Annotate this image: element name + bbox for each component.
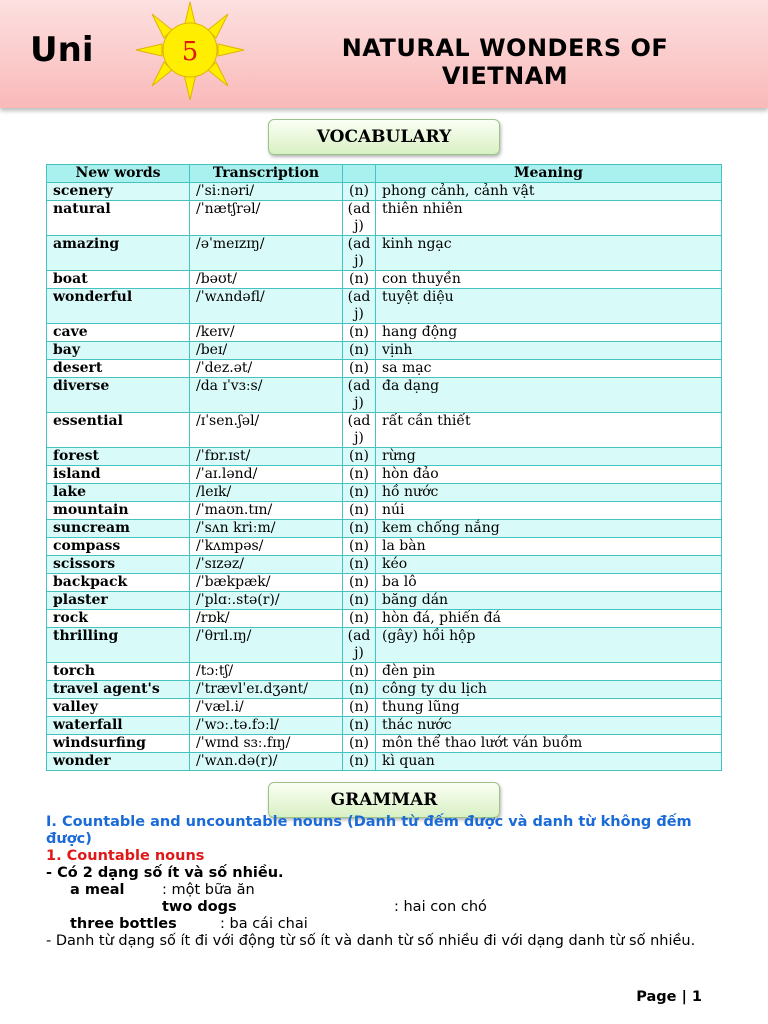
word-cell: natural	[47, 201, 190, 236]
word-cell: bay	[47, 342, 190, 360]
table-row	[47, 753, 722, 771]
transcription-cell: /ˈkʌmpəs/	[190, 538, 343, 556]
part-of-speech-cell: (adj)	[343, 413, 376, 448]
table-row	[47, 681, 722, 699]
column-header: Meaning	[376, 165, 722, 183]
column-header: New words	[47, 165, 190, 183]
table-row	[47, 628, 722, 663]
part-of-speech-cell: (adj)	[343, 236, 376, 271]
part-of-speech-cell: (n)	[343, 538, 376, 556]
part-of-speech-cell: (n)	[343, 183, 376, 201]
meaning-cell: (gây) hồi hộp	[376, 628, 722, 663]
unit-label: Uni	[30, 30, 94, 70]
part-of-speech-cell: (adj)	[343, 201, 376, 236]
part-of-speech-cell: (n)	[343, 610, 376, 628]
page-number: Page | 1	[636, 989, 702, 1005]
transcription-cell: /ˈaɪ.lənd/	[190, 466, 343, 484]
word-cell: rock	[47, 610, 190, 628]
part-of-speech-cell: (n)	[343, 556, 376, 574]
transcription-cell: /əˈmeɪzɪŋ/	[190, 236, 343, 271]
table-row	[47, 484, 722, 502]
table-row	[47, 360, 722, 378]
table-row	[47, 413, 722, 448]
word-cell: wonder	[47, 753, 190, 771]
table-row	[47, 466, 722, 484]
part-of-speech-cell: (n)	[343, 520, 376, 538]
table-header-row	[47, 165, 722, 183]
transcription-cell: /rɒk/	[190, 610, 343, 628]
transcription-cell: /ˈfɒr.ɪst/	[190, 448, 343, 466]
meaning-cell: môn thể thao lướt ván buồm	[376, 735, 722, 753]
transcription-cell: /ˈnætʃrəl/	[190, 201, 343, 236]
table-row	[47, 538, 722, 556]
part-of-speech-cell: (n)	[343, 484, 376, 502]
grammar-heading: GRAMMAR	[268, 782, 500, 818]
grammar-subtitle: 1. Countable nouns	[46, 848, 205, 864]
word-cell: torch	[47, 663, 190, 681]
meaning-cell: tuyệt diệu	[376, 289, 722, 324]
unit-number: 5	[181, 37, 199, 67]
table-row	[47, 717, 722, 735]
meaning-cell: la bàn	[376, 538, 722, 556]
word-cell: essential	[47, 413, 190, 448]
meaning-cell: hòn đảo	[376, 466, 722, 484]
transcription-cell: /ˈwɔː.tə.fɔːl/	[190, 717, 343, 735]
part-of-speech-cell: (n)	[343, 466, 376, 484]
meaning-cell: đèn pin	[376, 663, 722, 681]
transcription-cell: /ˈwʌn.də(r)/	[190, 753, 343, 771]
table-row	[47, 699, 722, 717]
meaning-cell: rất cần thiết	[376, 413, 722, 448]
meaning-cell: núi	[376, 502, 722, 520]
table-row	[47, 735, 722, 753]
word-cell: waterfall	[47, 717, 190, 735]
word-cell: windsurfing	[47, 735, 190, 753]
meaning-cell: kem chống nắng	[376, 520, 722, 538]
table-row	[47, 574, 722, 592]
transcription-cell: /tɔːtʃ/	[190, 663, 343, 681]
transcription-cell: /ˈbækpæk/	[190, 574, 343, 592]
word-cell: scenery	[47, 183, 190, 201]
vocabulary-heading: VOCABULARY	[268, 119, 500, 155]
part-of-speech-cell: (n)	[343, 271, 376, 289]
table-row	[47, 289, 722, 324]
transcription-cell: /beɪ/	[190, 342, 343, 360]
table-row	[47, 502, 722, 520]
meaning-cell: kéo	[376, 556, 722, 574]
transcription-cell: /da ɪˈvɜːs/	[190, 378, 343, 413]
transcription-cell: /leɪk/	[190, 484, 343, 502]
transcription-cell: /ˈwʌndəfl/	[190, 289, 343, 324]
word-cell: desert	[47, 360, 190, 378]
example-vi: : ba cái chai	[220, 916, 308, 932]
word-cell: thrilling	[47, 628, 190, 663]
part-of-speech-cell: (n)	[343, 574, 376, 592]
word-cell: backpack	[47, 574, 190, 592]
meaning-cell: con thuyền	[376, 271, 722, 289]
transcription-cell: /ˈwɪnd sɜː.fɪŋ/	[190, 735, 343, 753]
transcription-cell: /ˈplɑː.stə(r)/	[190, 592, 343, 610]
transcription-cell: /ˈθrɪl.ɪŋ/	[190, 628, 343, 663]
transcription-cell: /ˈsɪzəz/	[190, 556, 343, 574]
meaning-cell: thung lũng	[376, 699, 722, 717]
vocabulary-table	[46, 164, 722, 771]
part-of-speech-cell: (n)	[343, 735, 376, 753]
part-of-speech-cell: (n)	[343, 448, 376, 466]
part-of-speech-cell: (n)	[343, 699, 376, 717]
table-row	[47, 271, 722, 289]
table-row	[47, 556, 722, 574]
part-of-speech-cell: (n)	[343, 681, 376, 699]
example-en: a meal	[70, 882, 125, 898]
example-en: two dogs	[162, 899, 237, 915]
transcription-cell: /ˈtrævlˈeɪ.dʒənt/	[190, 681, 343, 699]
grammar-note: - Danh từ dạng số ít đi với động từ số ít và danh từ số nhiều đi với dạng danh từ số nhiều.	[46, 933, 696, 949]
word-cell: compass	[47, 538, 190, 556]
part-of-speech-cell: (n)	[343, 753, 376, 771]
table-row	[47, 378, 722, 413]
transcription-cell: /ˈmaʊn.tɪn/	[190, 502, 343, 520]
transcription-cell: /ˈdez.ət/	[190, 360, 343, 378]
part-of-speech-cell: (n)	[343, 360, 376, 378]
table-row	[47, 201, 722, 236]
meaning-cell: công ty du lịch	[376, 681, 722, 699]
meaning-cell: băng dán	[376, 592, 722, 610]
word-cell: island	[47, 466, 190, 484]
meaning-cell: hồ nước	[376, 484, 722, 502]
meaning-cell: ba lô	[376, 574, 722, 592]
table-row	[47, 324, 722, 342]
table-row	[47, 448, 722, 466]
table-row	[47, 183, 722, 201]
word-cell: amazing	[47, 236, 190, 271]
unit-title: NATURAL WONDERS OF VIETNAM	[341, 34, 669, 90]
meaning-cell: thiên nhiên	[376, 201, 722, 236]
word-cell: forest	[47, 448, 190, 466]
part-of-speech-cell: (n)	[343, 342, 376, 360]
example-vi: : hai con chó	[394, 899, 487, 915]
meaning-cell: thác nước	[376, 717, 722, 735]
word-cell: plaster	[47, 592, 190, 610]
word-cell: travel agent's	[47, 681, 190, 699]
table-row	[47, 236, 722, 271]
word-cell: wonderful	[47, 289, 190, 324]
example-vi: : một bữa ăn	[162, 882, 255, 898]
meaning-cell: sa mạc	[376, 360, 722, 378]
transcription-cell: /ˈsʌn kriːm/	[190, 520, 343, 538]
transcription-cell: /keɪv/	[190, 324, 343, 342]
meaning-cell: hang động	[376, 324, 722, 342]
word-cell: boat	[47, 271, 190, 289]
example-en: three bottles	[70, 916, 177, 932]
table-row	[47, 342, 722, 360]
transcription-cell: /ɪˈsen.ʃəl/	[190, 413, 343, 448]
grammar-section-title: I. Countable and uncountable nouns (Danh từ đếm được và danh từ không đếm được)	[46, 814, 692, 847]
part-of-speech-cell: (adj)	[343, 628, 376, 663]
meaning-cell: kinh ngạc	[376, 236, 722, 271]
transcription-cell: /ˈvæl.i/	[190, 699, 343, 717]
meaning-cell: vịnh	[376, 342, 722, 360]
table-row	[47, 592, 722, 610]
column-header	[343, 165, 376, 183]
meaning-cell: rừng	[376, 448, 722, 466]
table-row	[47, 663, 722, 681]
grammar-point: - Có 2 dạng số ít và số nhiều.	[46, 865, 284, 881]
word-cell: lake	[47, 484, 190, 502]
meaning-cell: phong cảnh, cảnh vật	[376, 183, 722, 201]
part-of-speech-cell: (n)	[343, 324, 376, 342]
part-of-speech-cell: (n)	[343, 502, 376, 520]
word-cell: scissors	[47, 556, 190, 574]
word-cell: cave	[47, 324, 190, 342]
part-of-speech-cell: (n)	[343, 592, 376, 610]
part-of-speech-cell: (adj)	[343, 378, 376, 413]
page-header	[0, 0, 768, 108]
meaning-cell: hòn đá, phiến đá	[376, 610, 722, 628]
word-cell: mountain	[47, 502, 190, 520]
table-row	[47, 610, 722, 628]
word-cell: diverse	[47, 378, 190, 413]
part-of-speech-cell: (n)	[343, 663, 376, 681]
part-of-speech-cell: (adj)	[343, 289, 376, 324]
word-cell: valley	[47, 699, 190, 717]
word-cell: suncream	[47, 520, 190, 538]
transcription-cell: /ˈsiːnəri/	[190, 183, 343, 201]
part-of-speech-cell: (n)	[343, 717, 376, 735]
meaning-cell: đa dạng	[376, 378, 722, 413]
meaning-cell: kì quan	[376, 753, 722, 771]
column-header: Transcription	[190, 165, 343, 183]
table-row	[47, 520, 722, 538]
transcription-cell: /bəʊt/	[190, 271, 343, 289]
sun-icon	[134, 0, 246, 102]
